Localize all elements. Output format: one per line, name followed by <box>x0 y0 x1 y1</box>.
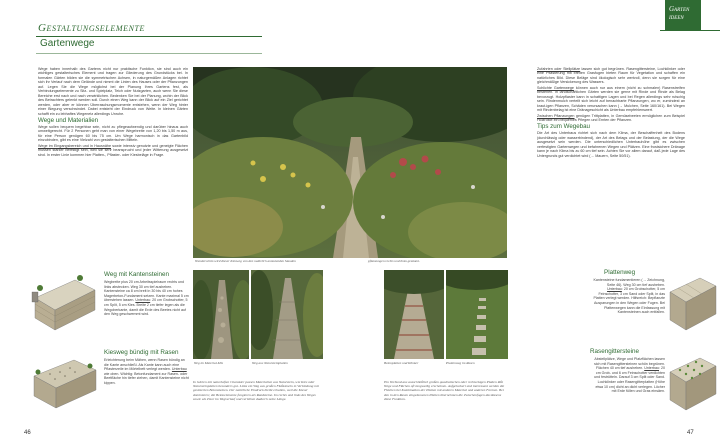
kantensteine-unterbau: : 20 cm Grobschotter, 5 cm Split, 5 cm Kies. Breite 2 cm tiefer legen als die Wegoberkante, damit die Erde des Beetes nicht auf den Weg geschwemmt wird. <box>104 298 188 317</box>
between-plantings-underlined: Zwischen Pflanzungen <box>537 113 575 118</box>
section-title: Gestaltungselemente <box>38 22 146 34</box>
rasengitter-title: Rasengittersteine <box>590 348 640 355</box>
main-photo-caption-left: Wunderschön wird dieser Kiesweg von den natürlich anmutenden Stauden <box>195 259 296 263</box>
tab-line-2: ideen <box>669 13 684 21</box>
driveway-underlined: Zufahrten oder Stellplätze <box>537 67 581 71</box>
kiesweg-unterbau-label: Unterbau <box>171 367 187 372</box>
heading-tips: Tips zum Wegebau <box>537 123 590 131</box>
kiesweg-drawing <box>30 352 100 412</box>
plattenweg-body: Kantensteine fundamentieren (→ Zeichnung, Seite 46). Weg 30 cm tief ausheben. <box>593 278 665 287</box>
driveway-text: lassen sich gut begrünen. Rasengittersteine, Lochklinker oder eine Pflasterung mit breiten Grasfugen bieten Raum für Vegetation und schaffen ein natürliches Bild. Diese Beläge sind ökologisch sehr wertvoll, denn sie sorgen für eine gleichmäßige Versickerung des Wassers. <box>537 67 685 85</box>
caption-plattenweg: Plattenweg im Rasen <box>446 361 475 365</box>
plattenweg-text <box>593 278 665 315</box>
left-text-column <box>38 67 188 158</box>
rasengitter-text <box>593 357 665 394</box>
page-title: Gartenwege <box>40 38 95 49</box>
main-photo-caption-right: pflanzungen rechts und links gesäumt. <box>368 259 420 263</box>
simple-paths-underlined: Schlichte Gartenwege <box>537 85 574 90</box>
mid-left-caption: In Gärten mit naturhaften Charakter passen Materialien aus Naturstein, wie Kies oder Natursteinplatten besonders gut. Links ein Weg aus großen Flußkieseln in Verbindung mit gesinterten Betonsteinen. Der natürliche Eindruck bleibt erhalten, weil die Kiesel dominieren; die Betonelemente fungieren als Randsteine. Im rechts und links des Weges sowie als Zisor im Wegverlauf und verleihen dadurch seine Länge. <box>193 380 319 401</box>
kantensteine-unterbau-label: Unterbau <box>135 298 151 303</box>
kiesweg-unterbau: wie oben. Wichtig: Betonfundament zur Rasen- oder Beetfläche hin tiefer ziehen, damit Kantensteine nicht kippen. <box>104 371 189 385</box>
header-rule-thin <box>36 53 262 54</box>
right-text-column <box>537 67 685 159</box>
tab-rule <box>660 30 720 31</box>
rasengitter-body: Abstellplätze, Wege und Platzflächen lassen sich mit Rasengittersteinen schön begrünen. Flächen 40 cm tief ausheben. <box>594 357 665 371</box>
kiesweg-body: Erleichterung beim Mähen, wenn Rasen bündig an die Kante anschließt. Als Kante kann auch eine Pflasterzeile im Mörtelbett verlegt werden. <box>104 358 185 372</box>
chapter-tab <box>665 0 701 30</box>
photo-betonplatten <box>384 270 444 359</box>
page-number-left: 46 <box>24 430 31 436</box>
mid-right-caption: Ein Vorbund aus ausschließlich großen quadratischen oder rechteckigen Platten läßt Wege und Flächen oft langweilig erscheinen. Aufgelockert und interessant werden die Flächen bei Kombination der Platten mit anderen Material und anderen Formen. Bei den in den Rasen eingelassenen Platten übernehmen die Zwischenfugen das Rasens diese Funktion. <box>384 380 505 401</box>
entrance-text: sowie intensiv genutzte und geneigte Flächen müssen stärker befestigt sein, weil sie sehr beansprucht und jeder Witterung ausgesetzt sind. In erster Linie kommen hier Platten-, Pflaster- oder Kiesbeläge in Frage. <box>38 143 188 157</box>
tab-line-1: Garten <box>669 5 690 13</box>
caption-natursteinplatten: Weg aus Natursteinplatten <box>252 361 288 365</box>
entrance-underlined: Wege im Eingangsbereich und in Hausnähe <box>38 143 111 148</box>
main-garden-photo <box>193 67 507 258</box>
photo-material-mix <box>193 270 249 359</box>
entrance-paragraph <box>38 144 188 157</box>
garden-path-illustration <box>193 67 507 258</box>
plattenweg-unterbau-label: Unterbau <box>607 287 622 292</box>
caption-betonplatten: Betonplatten und Klinker <box>384 361 419 365</box>
simple-paths-text: können auch nur aus einem (nicht zu schmalen) Rasenstreifen bestehen. In landschaftlichen Gärten werden sie gerne mit Rinde und Rinde als Belag bevorzugt. Holzpflaster kann in schattigen Lagen und bei Regen allerdings sehr rutschig sein. Rindenmulch verteilt sich leicht auf benachbarte Pflanzungen, wo er, zumindest an kraut-igen Pflanzen, Schäden verursachen kann (→ Mulchen, Seite 160/161). Bei Wegen mit Rindenbelag ist eine Dränageschicht als Unterbau empfehlenswert. <box>537 85 685 113</box>
rasengitter-unterbau: : 20 cm Grob- und 6 cm Feinschotter verdichten und festrütteln. Darauf 3 cm Split oder Sand. Lochklinker oder Rasengitterplatten (Höhe etwa 10 cm) dicht an dicht verlegen. Löcher mit Erde füllen und Gras einsäen. <box>594 366 665 394</box>
kantensteine-title: Weg mit Kantensteinen <box>104 271 169 278</box>
header-rule <box>36 36 262 37</box>
rasengitter-drawing <box>668 352 718 414</box>
between-plantings-text: genügen Trittplatten, in Gemüsebeeten ermöglichen zum Beispiel Holzroste ein bequemes Pflegen und Ernten der Pflanzen. <box>537 113 685 122</box>
kantensteine-drawing <box>30 270 100 332</box>
photo-plattenweg-rasen <box>446 270 508 359</box>
tips-paragraph: Die Art des Unterbaus richtet sich nach dem Klima, der Beschaffenheit des Bodens (durchlässig oder wasserbindend), der Art des Belags und der Belastung, der die Wege ausgesetzt sein werden. Die unterschiedlichen Unterbauhöhe gibt es zwischen verfestigten Gartenwegen und befahrenen Wegen und Plätzen. Eine frostsichere Dränage kann je nach Klima bis zu 60 cm tief sein. Achten Sie vor allem darauf, daß jede Lage des Untergrunds gut verdichtet wird (→ Mauern, Seite 50/51). <box>537 131 685 158</box>
materials-paragraph: Wege sollen bequem begehbar sein, nicht zu pflegeaufwendig und darüber hinaus auch umweltgerecht. Für 2 Personen geht man von einer Wegebreite von 1,20 bis 1,50 m aus, für eine Person genügen 60 bis 75 cm. Um Wege harmonisch in das Gartenbild einzubinden, gibt es eine Vielzahl von gestalterischen Mitteln. <box>38 124 188 143</box>
kantensteine-body: Wegbreite plus 20 cm Arbeitsspielraum rechts und links abstecken. Weg 30 cm tief ausheben. Kantensteine ca 8 cm breit in 30 bis 40 cm hohes Magerbeton-Fundament setzen. Kante maximal 5 cm überstehen lassen. <box>104 280 189 303</box>
plattenweg-title: Plattenweg <box>604 269 636 276</box>
kantensteine-text <box>104 280 190 317</box>
kiesweg-title: Kiesweg bündig mit Rasen <box>104 349 179 356</box>
driveway-paragraph <box>537 67 685 85</box>
plattenweg-drawing <box>668 272 718 334</box>
caption-material-mix: Weg im Material-Mix <box>194 361 224 365</box>
intro-paragraph: Wege haben innerhalb des Gartens nicht nur praktische Funktion, sie sind auch ein wichtiges gestalterisches Element und tragen zur Gliederung des Grundstücks bei. In formalen Gärten bilden sie die symmetrischen Achsen, in naturgemäßen Anlagen richtet sich ihr Verlauf nach dem Gelände und nimmt die Linien des Hauses oder der Pflanzungen auf. Legen Sie die Wege möglichst bei der Planung Ihres Gartens fest, als Verbindungselemente zu Sitz- und Spielplatz, Teich oder Nutzgarten, auch wenn Sie diese Bereiche erst nach und nach verwirklichen. Bedenken Sie bei der Planung, wohin der Blick des Betrachters gelenkt werden soll. Durch einen Weg kann der Blick auf ein Ziel gerichtet werden, oder aber er können Überraschungsmomente entstehen, wenn der Weg hinter einer Biegung verschwindet. Dabei entsteht der Eindruck von Weite. In kleinen Gärten schafft ein zu lebhaftes Wegenetz allerdings Unruhe. <box>38 67 188 116</box>
simple-paths-paragraph <box>537 86 685 113</box>
page-number-right: 47 <box>687 430 694 436</box>
heading-wege-materialien: Wege und Materialien <box>38 116 99 124</box>
kiesweg-text <box>104 358 190 386</box>
between-plantings-paragraph <box>537 114 685 123</box>
plattenweg-unterbau: : 20 cm Grobschotter, 5 cm Feinschotter, 3 cm Sand oder Split, in das Platten verlegt werden. Hilfsreich: Bepflanzte Ausparungen in den Wegen oder Fugen. Bei Plattenwegen kann die Einfassung mit Kantensteinen auch entfallen. <box>593 287 665 315</box>
photo-natursteinplatten <box>251 270 323 359</box>
rasengitter-unterbau-label: Unterbau <box>644 366 659 371</box>
